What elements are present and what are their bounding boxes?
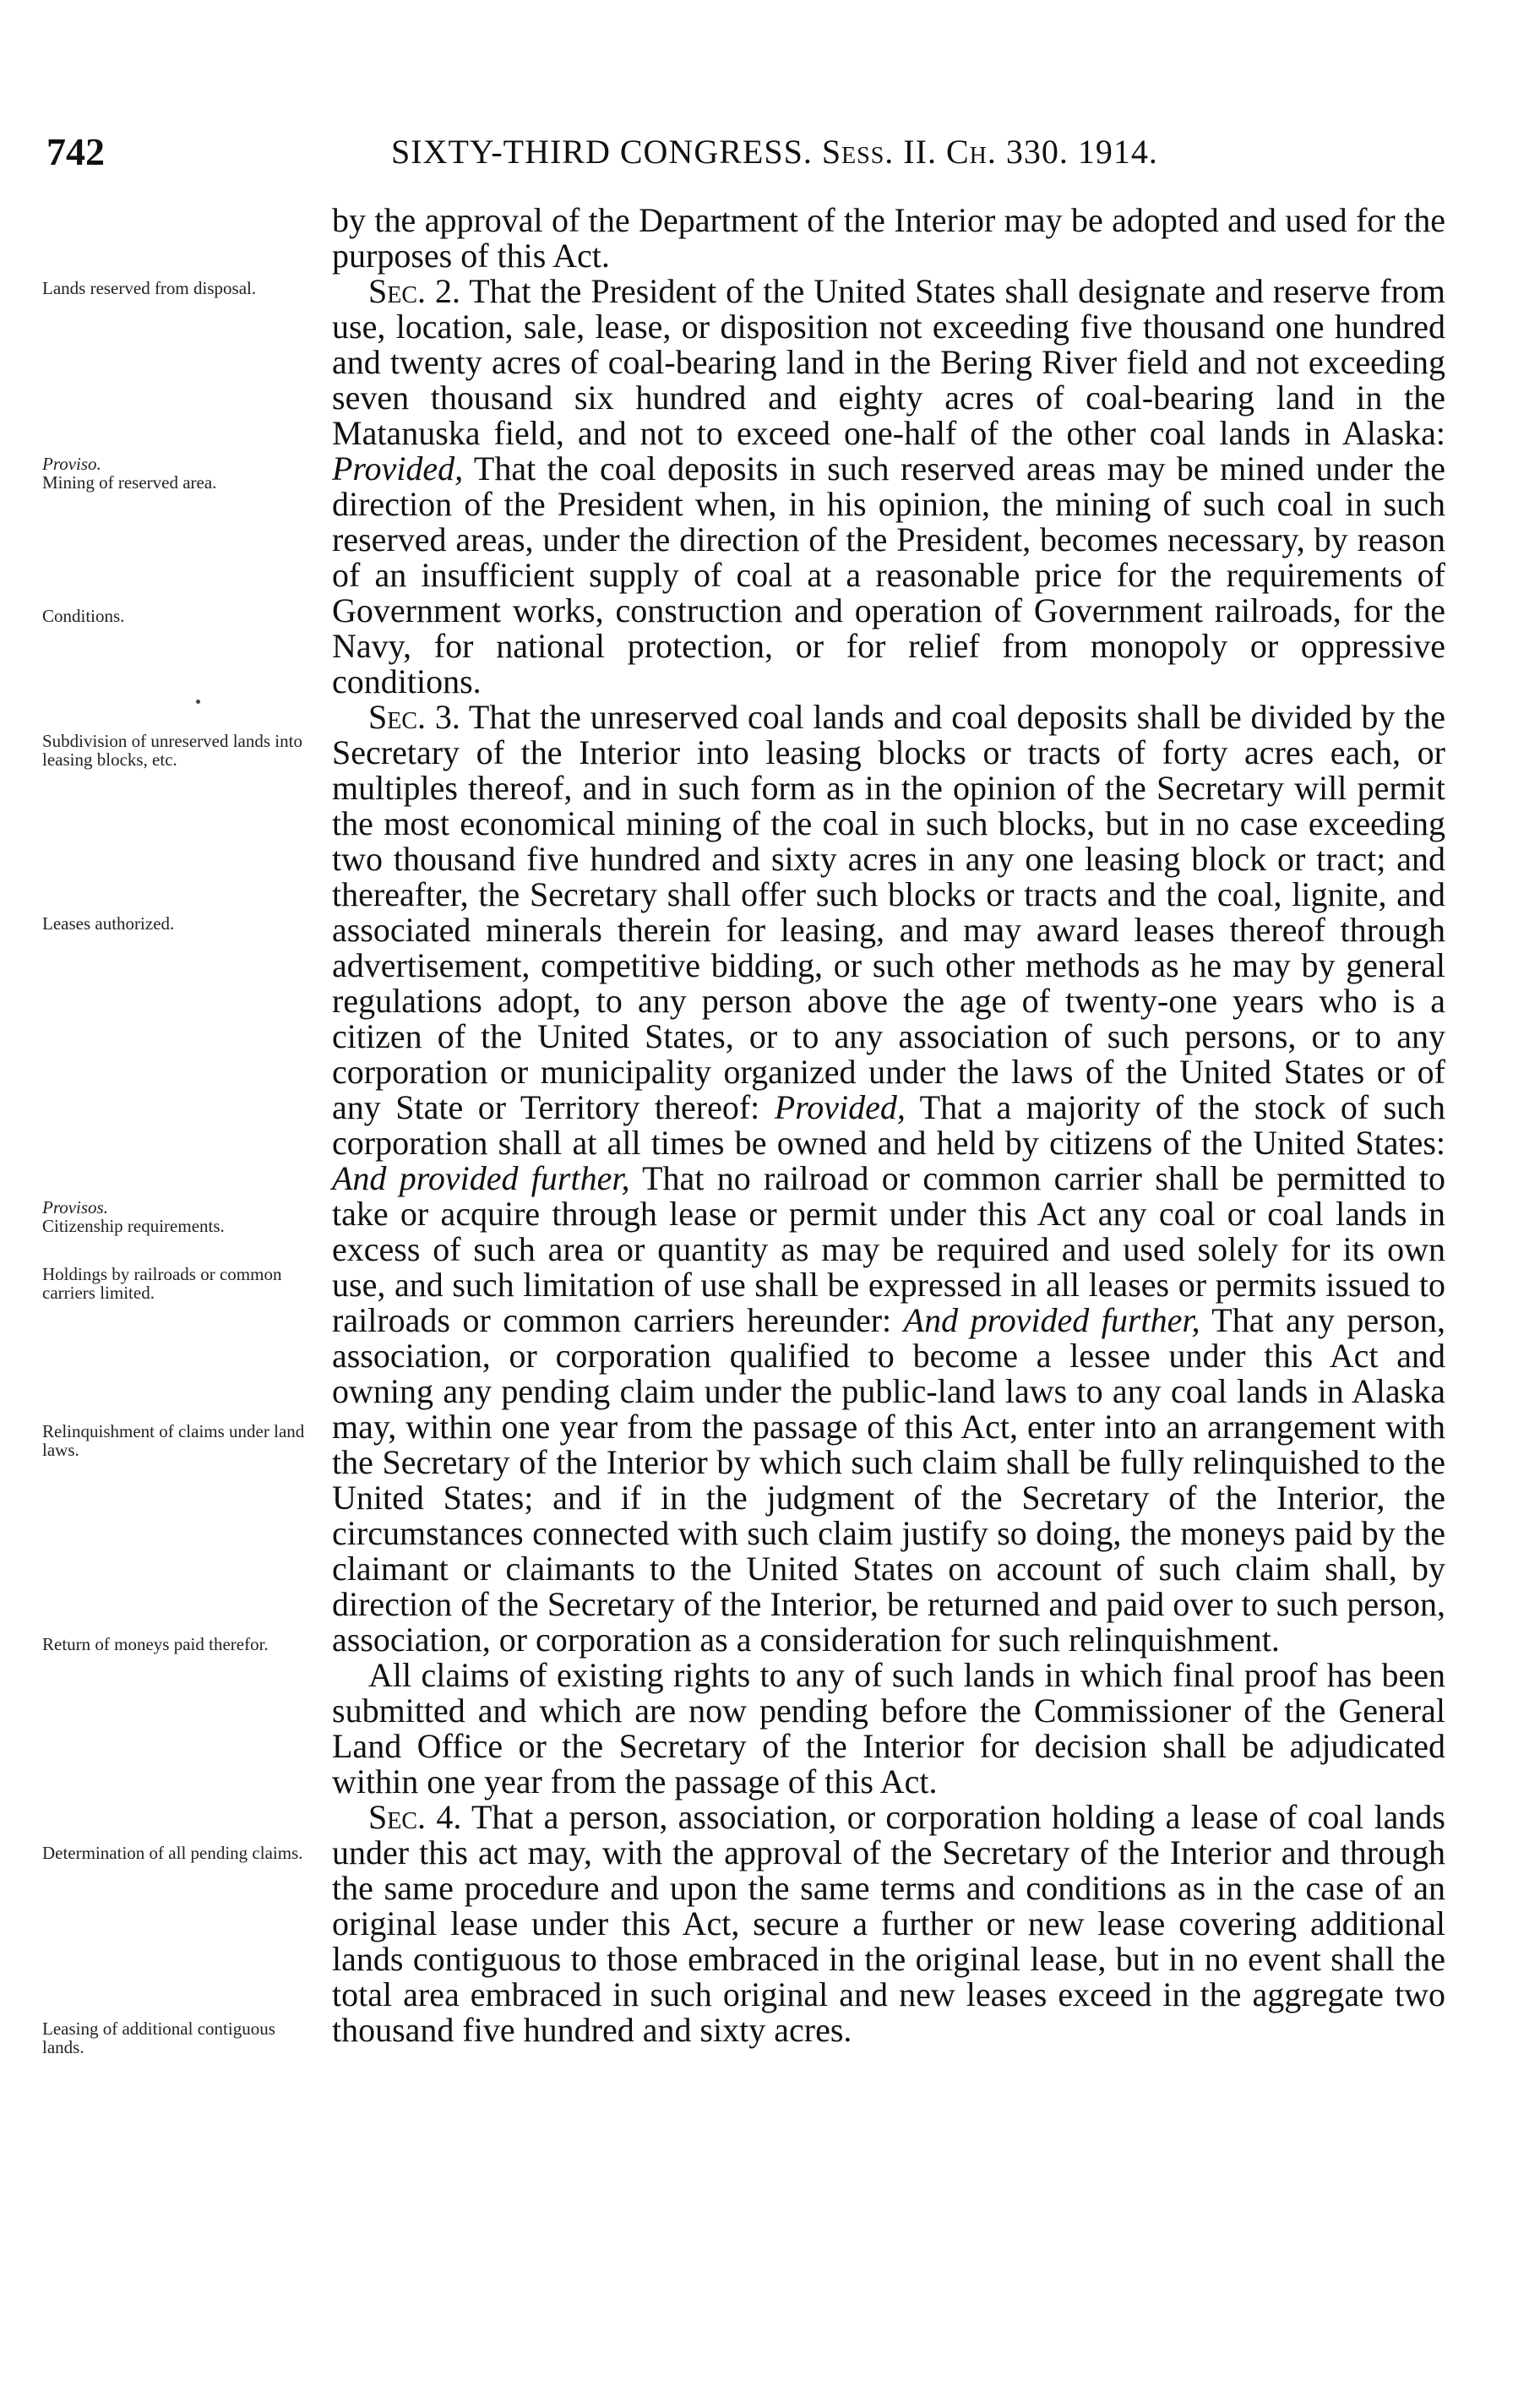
- margin-note-mining-reserved: [42, 455, 321, 492]
- margin-note-relinquishment: Relinquishment of claims under land laws.: [42, 1421, 305, 1460]
- paragraph-continuation: by the approval of the Department of the Interior may be adopted and used for the purposes of this Act.: [332, 201, 1445, 275]
- section-2-label: Sec. 2.: [368, 272, 460, 310]
- margin-note-citizenship-text: Citizenship requirements.: [42, 1216, 225, 1236]
- margin-note-proviso: Proviso.: [42, 454, 101, 474]
- margin-note-leasing-additional: Leasing of additional contiguous lands.: [42, 2018, 275, 2057]
- body-text: [332, 203, 1445, 2048]
- provided-further-clause: And provided further,: [903, 1301, 1200, 1339]
- margin-note-conditions: Conditions.: [42, 606, 125, 626]
- paragraph-pending-claims: All claims of existing rights to any of such lands in which final proof has been submitted and which are now pending before the Commissioner of the General Land Office or the Secretary of the Interior for decision shall be adjudicated within one year from the passage of this Act.: [332, 1656, 1445, 1800]
- provided-further-clause: And provided further,: [332, 1159, 630, 1197]
- paragraph-section-2: Sec. 2. That the President of the United States shall designate and reserve from use, location, sale, lease, or disposition not exceeding five thousand one hundred and twenty acres of coal-bearing land in the Bering River field and not exceeding seven thousand six hundred and eighty acres of coal-bearing land in the Matanuska field, and not to exceed one-half of the other coal lands in Alaska: Provided, That the coal deposits in such reserved areas may be mined under the direction of the President when, in his opinion, the mining of such coal in such reserved areas, under the direction of the President, becomes necessary, by reason of an insufficient supply of coal at a reasonable price for the requirements of Government works, construction and operation of Government railroads, for the Navy, for national protection, or for relief from monopoly or oppressive conditions.: [332, 272, 1446, 700]
- margin-notes: [42, 0, 321, 2397]
- page-number: 742: [46, 130, 105, 173]
- margin-note-lands-reserved: Lands reserved from disposal.: [42, 278, 257, 298]
- provided-clause: Provided,: [332, 449, 464, 488]
- section-3-label: Sec. 3.: [368, 698, 460, 736]
- running-head: [391, 127, 1158, 177]
- margin-note-mining-text: Mining of reserved area.: [42, 472, 217, 493]
- year-label: 1914.: [1077, 133, 1158, 171]
- margin-note-provisos: Provisos.: [42, 1197, 108, 1218]
- chapter-label: Ch. 330.: [945, 133, 1069, 171]
- provided-clause: Provided,: [774, 1088, 906, 1126]
- paragraph-section-3: Sec. 3. That the unreserved coal lands and coal deposits shall be divided by the Secretary of the Interior into leasing blocks or tracts of forty acres each, or multiples thereof, and in such form as in the opinion of the Secretary will permit the most economical mining of the coal in such blocks, but in no case exceeding two thousand five hundred and sixty acres in any one leasing block or tract; and thereafter, the Secretary shall offer such blocks or tracts and the coal, lignite, and associated minerals therein for leasing, and may award leases thereof through advertisement, competitive bidding, or such other methods as he may by general regulations adopt, to any person above the age of twenty-one years who is a citizen of the United States, or to any association of such persons, or to any corporation or municipality organized under the laws of the United States or of any State or Territory thereof: Provided, That a majority of the stock of such corporation shall at all times be owned and held by citizens of the United States: And provided further, That no railroad or common carrier shall be permitted to take or acquire through lease or permit under this Act any coal or coal lands in excess of such area or quantity as may be required and used solely for its own use, and such limitation of use shall be expressed in all leases or permits issued to railroads or common carriers hereunder: And provided further, That any person, association, or corporation qualified to become a lessee under this Act and owning any pending claim under the public-land laws to any coal lands in Alaska may, within one year from the passage of this Act, enter into an arrangement with the Secretary of the Interior by which such claim shall be fully relinquished to the United States; and if in the judgment of the Secretary of the Interior, the circumstances connected with such claim justify so doing, the moneys paid by the claimant or claimants to the United States on account of such claim shall, by direction of the Secretary of the Interior, be returned and paid over to such person, association, or corporation as a consideration for such relinquishment.: [332, 698, 1445, 1659]
- margin-note-subdivision: Subdivision of unreserved lands into leasing blocks, etc.: [42, 731, 302, 770]
- margin-note-holdings: Holdings by railroads or common carriers limited.: [42, 1264, 282, 1303]
- congress-title: SIXTY-THIRD CONGRESS.: [391, 133, 813, 171]
- margin-note-leases-authorized: Leases authorized.: [42, 913, 175, 934]
- session-label: Sess. II.: [821, 133, 937, 171]
- margin-note-citizenship: [42, 1198, 321, 1235]
- margin-note-return-moneys: Return of moneys paid therefor.: [42, 1634, 269, 1654]
- margin-note-determination: Determination of all pending claims.: [42, 1843, 303, 1863]
- section-4-label: Sec. 4.: [368, 1798, 462, 1836]
- stray-mark: [196, 700, 200, 704]
- paragraph-section-4: Sec. 4. That a person, association, or corporation holding a lease of coal lands under this act may, with the approval of the Secretary of the Interior and through the same procedure and upon the same terms and conditions as in the case of an original lease under this Act, secure a further or new lease covering additional lands contiguous to those embraced in the original lease, but in no event shall the total area embraced in such original and new leases exceed in the aggregate two thousand five hundred and sixty acres.: [332, 1798, 1445, 2049]
